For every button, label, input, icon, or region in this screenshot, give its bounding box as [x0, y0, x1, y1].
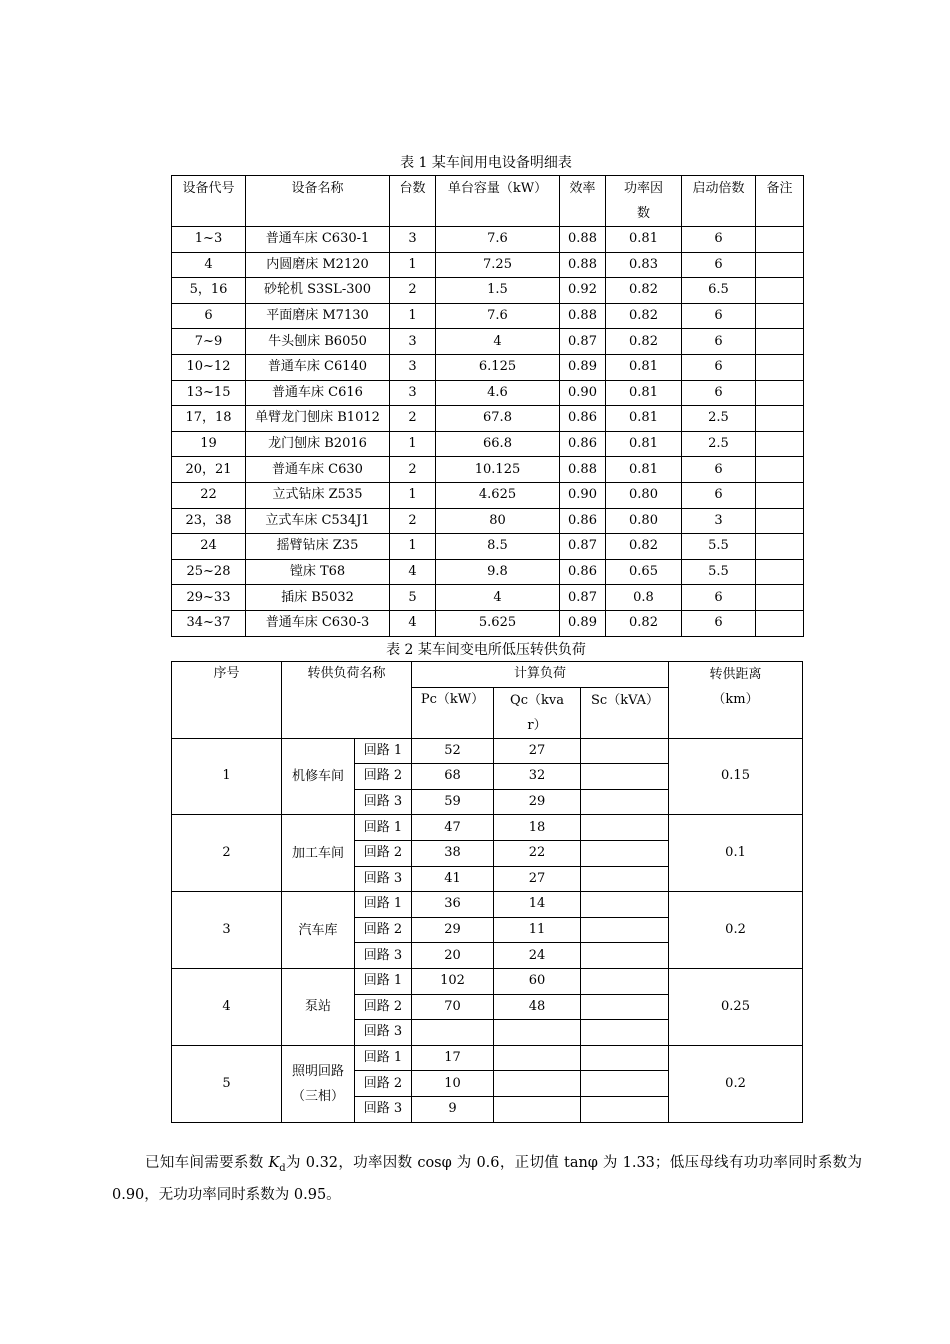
- table-cell: 0.83: [606, 252, 682, 278]
- circuit-label-cell: 回路 1: [355, 738, 412, 764]
- table-cell: 立式钻床 Z535: [246, 482, 390, 508]
- col-header: 设备代号: [172, 176, 246, 227]
- table-cell: 67.8: [436, 406, 560, 432]
- table-cell: [756, 354, 804, 380]
- sc-cell: [581, 1045, 669, 1071]
- seq-cell: 3: [172, 892, 282, 969]
- qc-cell: [494, 1071, 581, 1097]
- table-cell: 0.80: [606, 482, 682, 508]
- table-cell: 6: [172, 303, 246, 329]
- k-symbol: K: [268, 1155, 280, 1171]
- table-cell: 0.88: [560, 252, 606, 278]
- qc-cell: 27: [494, 866, 581, 892]
- load-name-cell: 泵站: [282, 968, 355, 1045]
- table-cell: [756, 457, 804, 483]
- table-cell: [756, 252, 804, 278]
- table-row: [172, 968, 803, 994]
- pc-cell: 59: [412, 789, 494, 815]
- table-cell: 0.87: [560, 534, 606, 560]
- table-cell: 5.5: [682, 559, 756, 585]
- table-cell: 普通车床 C616: [246, 380, 390, 406]
- table-cell: [756, 482, 804, 508]
- table-cell: 普通车床 C630-1: [246, 227, 390, 253]
- table-cell: 普通车床 C6140: [246, 354, 390, 380]
- table-cell: 6: [682, 457, 756, 483]
- circuit-label-cell: 回路 3: [355, 943, 412, 969]
- table-cell: 立式车床 C534J1: [246, 508, 390, 534]
- sc-cell: [581, 968, 669, 994]
- problem-paragraph: [112, 1150, 862, 1208]
- table-cell: 6: [682, 252, 756, 278]
- table-cell: 4.6: [436, 380, 560, 406]
- table-cell: 镗床 T68: [246, 559, 390, 585]
- table-cell: 34~37: [172, 610, 246, 636]
- table-cell: 24: [172, 534, 246, 560]
- sc-cell: [581, 789, 669, 815]
- load-name-cell: 照明回路（三相）: [282, 1045, 355, 1122]
- table-row: [172, 354, 804, 380]
- table-row: [172, 380, 804, 406]
- table-cell: 摇臂钻床 Z35: [246, 534, 390, 560]
- table-cell: 0.90: [560, 380, 606, 406]
- table-row: [172, 559, 804, 585]
- qc-cell: 48: [494, 994, 581, 1020]
- table-row: [172, 892, 803, 918]
- table-cell: 0.86: [560, 508, 606, 534]
- pc-cell: 41: [412, 866, 494, 892]
- table-cell: [756, 534, 804, 560]
- table-cell: [756, 329, 804, 355]
- table-cell: 1: [390, 303, 436, 329]
- table-cell: 2.5: [682, 431, 756, 457]
- sc-cell: [581, 943, 669, 969]
- table-cell: [756, 278, 804, 304]
- table-cell: 20，21: [172, 457, 246, 483]
- pc-cell: 36: [412, 892, 494, 918]
- col-header: 启动倍数: [682, 176, 756, 227]
- seq-cell: 1: [172, 738, 282, 815]
- table-cell: [756, 303, 804, 329]
- pc-cell: 17: [412, 1045, 494, 1071]
- table-cell: 1.5: [436, 278, 560, 304]
- pc-header: Pc（kW）: [412, 687, 494, 738]
- table-row: [172, 738, 803, 764]
- table-cell: 0.89: [560, 610, 606, 636]
- qc-cell: [494, 1045, 581, 1071]
- table-cell: 0.81: [606, 380, 682, 406]
- distance-cell: 0.2: [669, 892, 803, 969]
- qc-cell: [494, 1096, 581, 1122]
- sc-cell: [581, 738, 669, 764]
- table-cell: 25~28: [172, 559, 246, 585]
- table-cell: 5.625: [436, 610, 560, 636]
- table-cell: 10.125: [436, 457, 560, 483]
- col-header: 台数: [390, 176, 436, 227]
- table-cell: 6: [682, 585, 756, 611]
- table-cell: [756, 610, 804, 636]
- table-cell: 0.81: [606, 406, 682, 432]
- table-cell: 4: [390, 559, 436, 585]
- table-cell: 6: [682, 354, 756, 380]
- sc-cell: [581, 764, 669, 790]
- table-cell: 1: [390, 482, 436, 508]
- table-row: [172, 610, 804, 636]
- table-row: [172, 278, 804, 304]
- table-cell: 0.90: [560, 482, 606, 508]
- table-cell: 平面磨床 M7130: [246, 303, 390, 329]
- table-row: [172, 227, 804, 253]
- distance-header: 转供距离（km）: [669, 662, 803, 739]
- calc-header: 计算负荷: [412, 662, 669, 688]
- circuit-label-cell: 回路 3: [355, 1020, 412, 1046]
- table-cell: 龙门刨床 B2016: [246, 431, 390, 457]
- pc-cell: 38: [412, 840, 494, 866]
- qc-cell: 27: [494, 738, 581, 764]
- col-header: 效率: [560, 176, 606, 227]
- table-cell: 5.5: [682, 534, 756, 560]
- table-cell: [756, 227, 804, 253]
- distance-cell: 0.2: [669, 1045, 803, 1122]
- table-row: [172, 431, 804, 457]
- table-row: [172, 1045, 803, 1071]
- table-cell: 1: [390, 252, 436, 278]
- table-cell: 内圆磨床 M2120: [246, 252, 390, 278]
- table-cell: 普通车床 C630-3: [246, 610, 390, 636]
- table-cell: 0.87: [560, 329, 606, 355]
- table-cell: 19: [172, 431, 246, 457]
- seq-cell: 5: [172, 1045, 282, 1122]
- table-cell: 0.82: [606, 610, 682, 636]
- circuit-label-cell: 回路 1: [355, 892, 412, 918]
- table-cell: 6: [682, 380, 756, 406]
- table-cell: [756, 406, 804, 432]
- circuit-label-cell: 回路 3: [355, 866, 412, 892]
- sc-cell: [581, 892, 669, 918]
- table-cell: 砂轮机 S3SL-300: [246, 278, 390, 304]
- circuit-label-cell: 回路 3: [355, 1096, 412, 1122]
- table-cell: 普通车床 C630: [246, 457, 390, 483]
- table-cell: 5，16: [172, 278, 246, 304]
- pc-cell: 70: [412, 994, 494, 1020]
- circuit-label-cell: 回路 2: [355, 917, 412, 943]
- pc-cell: 52: [412, 738, 494, 764]
- table-cell: 2: [390, 406, 436, 432]
- load-name-cell: 机修车间: [282, 738, 355, 815]
- col-header: 设备名称: [246, 176, 390, 227]
- table-cell: 4.625: [436, 482, 560, 508]
- sc-cell: [581, 917, 669, 943]
- table-row: [172, 585, 804, 611]
- qc-cell: 14: [494, 892, 581, 918]
- pc-cell: 68: [412, 764, 494, 790]
- table-cell: 0.86: [560, 559, 606, 585]
- sc-cell: [581, 1096, 669, 1122]
- table-cell: 0.88: [560, 303, 606, 329]
- qc-cell: 32: [494, 764, 581, 790]
- table-cell: 2: [390, 508, 436, 534]
- circuit-label-cell: 回路 2: [355, 764, 412, 790]
- table-cell: 插床 B5032: [246, 585, 390, 611]
- sc-cell: [581, 840, 669, 866]
- seq-header: 序号: [172, 662, 282, 739]
- pc-cell: 29: [412, 917, 494, 943]
- load-name-cell: 汽车库: [282, 892, 355, 969]
- table-row: [172, 329, 804, 355]
- table-cell: 4: [390, 610, 436, 636]
- table-cell: 1~3: [172, 227, 246, 253]
- table1-caption: 表 1 某车间用电设备明细表: [400, 155, 572, 171]
- col-header: 功率因数: [606, 176, 682, 227]
- table-cell: 66.8: [436, 431, 560, 457]
- table-cell: 6.125: [436, 354, 560, 380]
- table-cell: 0.87: [560, 585, 606, 611]
- table-cell: 4: [436, 329, 560, 355]
- table-cell: 0.88: [560, 457, 606, 483]
- table-cell: [756, 508, 804, 534]
- seq-cell: 4: [172, 968, 282, 1045]
- table-cell: 7.6: [436, 303, 560, 329]
- table-cell: 2: [390, 278, 436, 304]
- table-row: [172, 508, 804, 534]
- table-cell: 2.5: [682, 406, 756, 432]
- table-cell: 8.5: [436, 534, 560, 560]
- table-cell: 0.88: [560, 227, 606, 253]
- circuit-label-cell: 回路 2: [355, 994, 412, 1020]
- table-cell: 3: [390, 380, 436, 406]
- table-row: [172, 815, 803, 841]
- table-row: [172, 303, 804, 329]
- table-row: [172, 457, 804, 483]
- table-cell: 29~33: [172, 585, 246, 611]
- table-cell: 0.86: [560, 431, 606, 457]
- circuit-label-cell: 回路 1: [355, 1045, 412, 1071]
- table-cell: 7~9: [172, 329, 246, 355]
- table-cell: 7.25: [436, 252, 560, 278]
- table-cell: 0.8: [606, 585, 682, 611]
- table-cell: 4: [436, 585, 560, 611]
- table-cell: 80: [436, 508, 560, 534]
- table-cell: 10~12: [172, 354, 246, 380]
- col-header: 备注: [756, 176, 804, 227]
- table-cell: 1: [390, 534, 436, 560]
- col-header: 单台容量（kW）: [436, 176, 560, 227]
- table-cell: [756, 585, 804, 611]
- table2-header-row: [172, 662, 803, 688]
- sc-cell: [581, 866, 669, 892]
- k-subscript: d: [279, 1162, 286, 1174]
- table-cell: 6: [682, 227, 756, 253]
- table-cell: 0.92: [560, 278, 606, 304]
- table-cell: 0.80: [606, 508, 682, 534]
- name-header: 转供负荷名称: [282, 662, 412, 739]
- equipment-table: [171, 175, 804, 637]
- sc-header: Sc（kVA）: [581, 687, 669, 738]
- table-cell: 2: [390, 457, 436, 483]
- table-cell: 单臂龙门刨床 B1012: [246, 406, 390, 432]
- table-cell: 6: [682, 329, 756, 355]
- table-cell: 4: [172, 252, 246, 278]
- distance-cell: 0.25: [669, 968, 803, 1045]
- qc-cell: 22: [494, 840, 581, 866]
- qc-cell: 24: [494, 943, 581, 969]
- table-cell: 3: [390, 329, 436, 355]
- table-cell: 3: [390, 227, 436, 253]
- table-cell: 23，38: [172, 508, 246, 534]
- table-cell: 0.82: [606, 534, 682, 560]
- table-cell: 0.81: [606, 227, 682, 253]
- table-cell: 17，18: [172, 406, 246, 432]
- distance-cell: 0.15: [669, 738, 803, 815]
- table-cell: 0.82: [606, 303, 682, 329]
- table-cell: 9.8: [436, 559, 560, 585]
- table-cell: 6: [682, 482, 756, 508]
- pc-cell: 47: [412, 815, 494, 841]
- pc-cell: [412, 1020, 494, 1046]
- qc-cell: 18: [494, 815, 581, 841]
- table-cell: 0.89: [560, 354, 606, 380]
- table-row: [172, 252, 804, 278]
- table-cell: 0.81: [606, 431, 682, 457]
- pc-cell: 102: [412, 968, 494, 994]
- sc-cell: [581, 1020, 669, 1046]
- sc-cell: [581, 1071, 669, 1097]
- circuit-label-cell: 回路 1: [355, 815, 412, 841]
- pc-cell: 10: [412, 1071, 494, 1097]
- table-row: [172, 406, 804, 432]
- table-cell: 7.6: [436, 227, 560, 253]
- pc-cell: 20: [412, 943, 494, 969]
- circuit-label-cell: 回路 2: [355, 1071, 412, 1097]
- qc-cell: 29: [494, 789, 581, 815]
- table-row: [172, 534, 804, 560]
- table-cell: [756, 559, 804, 585]
- pc-cell: 9: [412, 1096, 494, 1122]
- table-cell: 0.86: [560, 406, 606, 432]
- table-cell: 3: [682, 508, 756, 534]
- table-cell: [756, 380, 804, 406]
- paragraph-part2: 为 0.32，功率因数 cosφ 为 0.6，正切值 tanφ 为 1.33；低压母线有功功率同时系数为 0.90，无功功率同时系数为 0.95。: [112, 1155, 862, 1203]
- table-row: [172, 482, 804, 508]
- qc-cell: [494, 1020, 581, 1046]
- transfer-load-table: [171, 661, 803, 1123]
- table-cell: 1: [390, 431, 436, 457]
- table-cell: [756, 431, 804, 457]
- table2-caption: 表 2 某车间变电所低压转供负荷: [386, 642, 586, 658]
- table-cell: 6.5: [682, 278, 756, 304]
- table1-header-row: [172, 176, 804, 227]
- sc-cell: [581, 994, 669, 1020]
- table-cell: 3: [390, 354, 436, 380]
- circuit-label-cell: 回路 2: [355, 840, 412, 866]
- qc-cell: 60: [494, 968, 581, 994]
- table-cell: 6: [682, 303, 756, 329]
- qc-header: Qc（kvar）: [494, 687, 581, 738]
- table-cell: 0.65: [606, 559, 682, 585]
- paragraph-part1: 已知车间需要系数: [145, 1155, 269, 1171]
- table-cell: 0.82: [606, 278, 682, 304]
- load-name-cell: 加工车间: [282, 815, 355, 892]
- table-cell: 5: [390, 585, 436, 611]
- seq-cell: 2: [172, 815, 282, 892]
- table-cell: 0.81: [606, 457, 682, 483]
- table-cell: 6: [682, 610, 756, 636]
- distance-cell: 0.1: [669, 815, 803, 892]
- table-cell: 牛头刨床 B6050: [246, 329, 390, 355]
- table-cell: 0.82: [606, 329, 682, 355]
- circuit-label-cell: 回路 3: [355, 789, 412, 815]
- table-cell: 22: [172, 482, 246, 508]
- qc-cell: 11: [494, 917, 581, 943]
- circuit-label-cell: 回路 1: [355, 968, 412, 994]
- table-cell: 0.81: [606, 354, 682, 380]
- table-cell: 13~15: [172, 380, 246, 406]
- sc-cell: [581, 815, 669, 841]
